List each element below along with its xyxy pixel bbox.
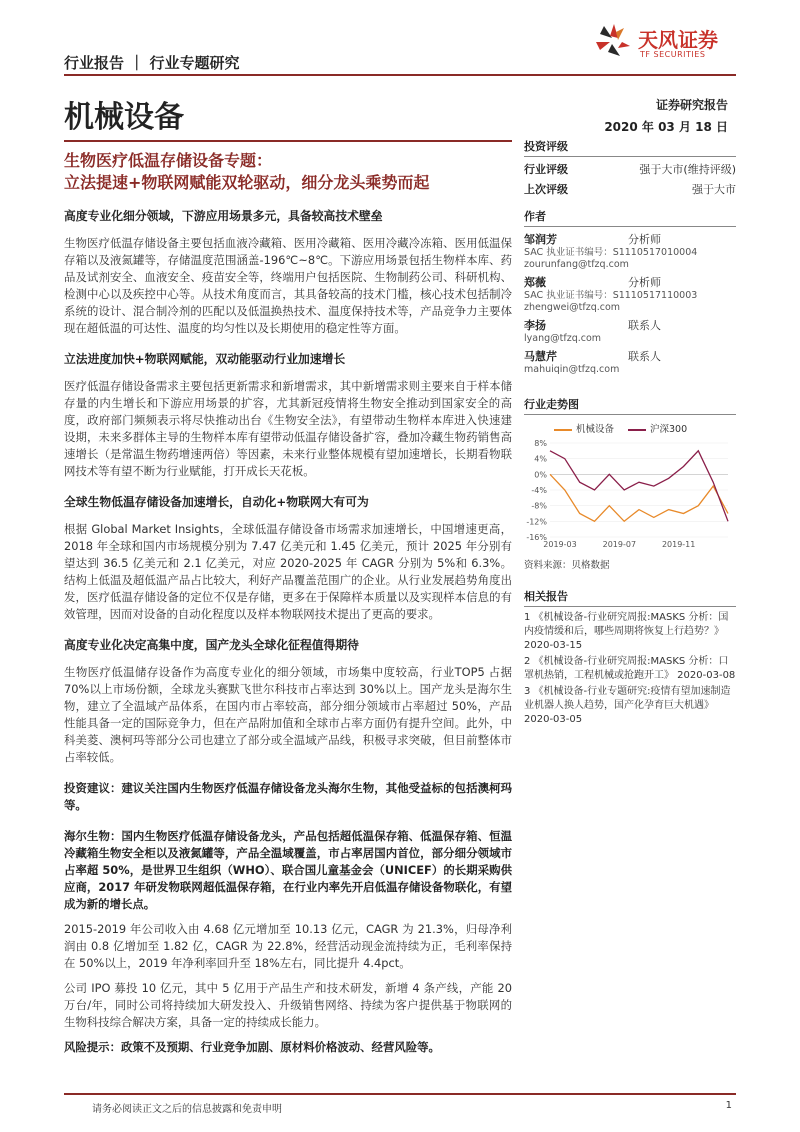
- section-heading: 全球生物低温存储设备加速增长，自动化+物联网大有可为: [64, 495, 369, 509]
- section-heading: 高度专业化决定高集中度，国产龙头全球化征程值得期待: [64, 638, 359, 652]
- author-email: mahuiqin@tfzq.com: [524, 364, 620, 375]
- section-heading: 高度专业化细分领域，下游应用场景多元，具备较高技术壁垒: [64, 209, 383, 223]
- header-divider: [64, 74, 736, 76]
- legend-label: 机械设备: [576, 424, 615, 435]
- x-tick-label: 2019-11: [661, 540, 696, 549]
- author-name: 李扬: [524, 319, 546, 332]
- author-name: 郑薇: [524, 276, 546, 289]
- related-title: 相关报告: [524, 588, 736, 607]
- trend-title: 行业走势图: [524, 396, 736, 415]
- y-tick-label: -16%: [526, 533, 547, 542]
- subtitle-divider: [64, 140, 512, 142]
- x-tick-label: 2019-03: [543, 540, 577, 549]
- doc-type: 证券研究报告: [655, 98, 728, 112]
- legend-label: 沪深300: [650, 424, 688, 435]
- author-item: [524, 348, 736, 376]
- trend-chart: [524, 437, 736, 555]
- rating-key: 行业评级: [524, 163, 568, 176]
- author-email: zourunfang@tfzq.com: [524, 259, 629, 270]
- subtitle-line2: 立法提速+物联网赋能双轮驱动，细分龙头乘势而起: [64, 173, 430, 192]
- author-item: [524, 274, 736, 314]
- y-tick-label: -4%: [531, 486, 547, 495]
- doc-date: 2020 年 03 月 18 日: [604, 120, 728, 134]
- legend-swatch: [554, 429, 572, 431]
- main-content: [64, 208, 512, 1070]
- author-cert: SAC 执业证书编号：S1110517010004: [524, 247, 698, 258]
- author-role: 联系人: [628, 350, 661, 363]
- logo-icon: [590, 20, 634, 64]
- rating-value: 强于大市(维持评级): [639, 163, 736, 176]
- x-tick-label: 2019-07: [602, 540, 637, 549]
- section-paragraph: 医疗低温存储设备需求主要包括更新需求和新增需求，其中新增需求则主要来自于样本储存量的内生增长和下游应用场景的扩容，尤其新冠疫情将生物安全推动到国家安全的高度，政府部门频频表示将尽快推动出台《生物安全法》，有望带动生物样本库进入快速建设期，未来多群体主导的生物样本库有望带动低温存储设备扩容，叠加冷藏生物药销售高速增长（是常温生物药增速两倍）等因素，未来行业整体规模有望加速增长，长期看物联网技术等有望不断为行业赋能，打开成长天花板。: [64, 379, 512, 478]
- rating-block: [524, 138, 736, 197]
- rating-title: 投资评级: [524, 138, 736, 157]
- page-number: 1: [725, 1100, 732, 1111]
- haier-summary: 海尔生物：国内生物医疗低温存储设备龙头，产品包括超低温保存箱、低温保存箱、恒温冷藏箱生物安全柜以及液氮罐等，产品全温域覆盖，市占率居国内首位，部分细分领域市占率超 50%，是世界卫生组织（WHO）、联合国儿童基金会（UNICEF）的长期采购供应商，2017 年研发物联网超低温保存箱，在行业内率先开启低温存储设备物联化，有望成为新的增长点。: [64, 829, 512, 911]
- chart-source: 资料来源：贝格数据: [524, 560, 610, 571]
- authors-title: 作者: [524, 208, 736, 227]
- rating-key: 上次评级: [524, 183, 568, 196]
- legend-item: [554, 421, 614, 435]
- logo-en: TF SECURITIES: [640, 50, 706, 59]
- section-paragraph: 根据 Global Market Insights，全球低温存储设备市场需求加速增长，中国增速更高，2018 年全球和国内市场规模分别为 7.47 亿美元和 1.45 亿美元，预计 2025 年分别有望达到 36.5 亿美元和 2.1 亿美元，对应 2020-2025 年 CAGR 分别为 5%和 6.3%。结构上低温及超低温产品占比较大，利好产品覆盖范围广的企业。从行业发展趋势角度出发，医疗低温存储设备的定位不仅是存储，更多在于保障样本质量以及实现样本信息的有效管理，因而对设备的自动化程度以及样本物联网技术提出了更高的要求。: [64, 522, 512, 621]
- footer-divider: [64, 1093, 736, 1095]
- author-role: 联系人: [628, 319, 661, 332]
- footer-disclaimer[interactable]: 请务必阅读正文之后的信息披露和免责申明: [92, 1104, 282, 1115]
- rating-row: [524, 181, 736, 197]
- section-paragraph: 生物医疗低温存储设备主要包括血液冷藏箱、医用冷藏箱、医用冷藏冷冻箱、医用低温保存箱以及液氮罐等，存储温度范围涵盖-196℃~8℃。下游应用场景包括生物样本库、药品及试剂安全、血液安全、疫苗安全等，终端用户包括医院、生物制药公司、科研机构、检测中心以及疾控中心等。从技术角度而言，其具备较高的技术门槛，核心技术包括制冷系统的设计、混合制冷剂的匹配以及低温换热技术、温度保持技术等，产品竞争力主要体现在超低温的可达性、温度的均匀性以及长期使用的稳定性等方面。: [64, 236, 512, 335]
- section-paragraph: 生物医疗低温储存设备作为高度专业化的细分领域，市场集中度较高，行业TOP5 占据 70%以上市场份额，全球龙头赛默飞世尔科技市占率达到 30%以上。国产龙头是海尔生物，建立了全温域产品体系，在国内市占率较高，部分细分领域市占率超过 50%，产品性能具备一定的国际竞争力，但在产品附加值和全球市占率方面仍有提升空间。此外，中科美菱、澳柯玛等部分公司也建立了部分或全温域产品线，积极寻求突破，但目前整体市占率较低。: [64, 665, 512, 764]
- y-tick-label: 4%: [534, 454, 547, 464]
- author-name: 邹润芳: [524, 233, 557, 246]
- author-item: [524, 231, 736, 271]
- y-tick-label: 0%: [534, 470, 547, 480]
- rating-value: 强于大市: [692, 183, 736, 196]
- related-report-link[interactable]: 3 《机械设备-行业专题研究:疫情有望加速制造业机器人换人趋势，国产化孕育巨大机遇》 2020-03-05: [524, 686, 731, 725]
- page-title: 机械设备: [64, 100, 184, 135]
- legend-item: [628, 421, 687, 435]
- haier-ipo: 公司 IPO 募投 10 亿元，其中 5 亿用于产品生产和技术研发，新增 4 条产线，产能 20 万台/年，同时公司将持续加大研发投入、升级销售网络、持续为客户提供基于物联网的生物科技综合解决方案，具备一定的持续成长能力。: [64, 981, 512, 1029]
- subtitle-line1: 生物医疗低温存储设备专题：: [64, 151, 273, 170]
- series-line: [550, 451, 728, 522]
- author-name: 马慧芹: [524, 350, 557, 363]
- related-report-link[interactable]: 2 《机械设备-行业研究周报:MASKS 分析：口罩机热销，工程机械或抢跑开工》 2020-03-08: [524, 656, 736, 681]
- haier-financials: 2015-2019 年公司收入由 4.68 亿元增加至 10.13 亿元，CAGR 为 21.3%，归母净利润由 0.8 亿增加至 1.82 亿，CAGR 为 22.8%，经营活动现金流持续为正，毛利率保持在 50%以上，2019 年净利率回升至 18%左右，同比提升 4.4pct。: [64, 922, 512, 970]
- legend-swatch: [628, 429, 646, 431]
- author-email: lyang@tfzq.com: [524, 333, 602, 344]
- authors-block: [524, 208, 736, 376]
- series-line: [550, 474, 728, 521]
- rating-row: [524, 161, 736, 177]
- risk-warning: 风险提示：政策不及预期、行业竞争加剧、原材料价格波动、经营风险等。: [64, 1040, 440, 1054]
- section-heading: 立法进度加快+物联网赋能，双动能驱动行业加速增长: [64, 352, 346, 366]
- y-tick-label: 8%: [534, 439, 547, 448]
- author-email: zhengwei@tfzq.com: [524, 302, 621, 313]
- related-block: [524, 588, 736, 729]
- trend-block: [524, 396, 736, 571]
- y-tick-label: -8%: [531, 501, 547, 511]
- author-role: 分析师: [628, 276, 661, 289]
- related-report-link[interactable]: 1 《机械设备-行业研究周报:MASKS 分析：国内疫情缓和后，哪些周期将恢复上行趋势？》 2020-03-15: [524, 612, 729, 651]
- logo-cn: 天风证券: [638, 28, 718, 52]
- author-role: 分析师: [628, 233, 661, 246]
- report-category: 行业报告 ｜ 行业专题研究: [64, 54, 240, 72]
- investment-advice: 投资建议：建议关注国内生物医疗低温存储设备龙头海尔生物，其他受益标的包括澳柯玛等。: [64, 781, 512, 812]
- logo: [590, 18, 740, 68]
- author-cert: SAC 执业证书编号：S1110517110003: [524, 290, 698, 301]
- chart-legend: [554, 421, 736, 435]
- y-tick-label: -12%: [526, 517, 547, 527]
- author-item: [524, 317, 736, 345]
